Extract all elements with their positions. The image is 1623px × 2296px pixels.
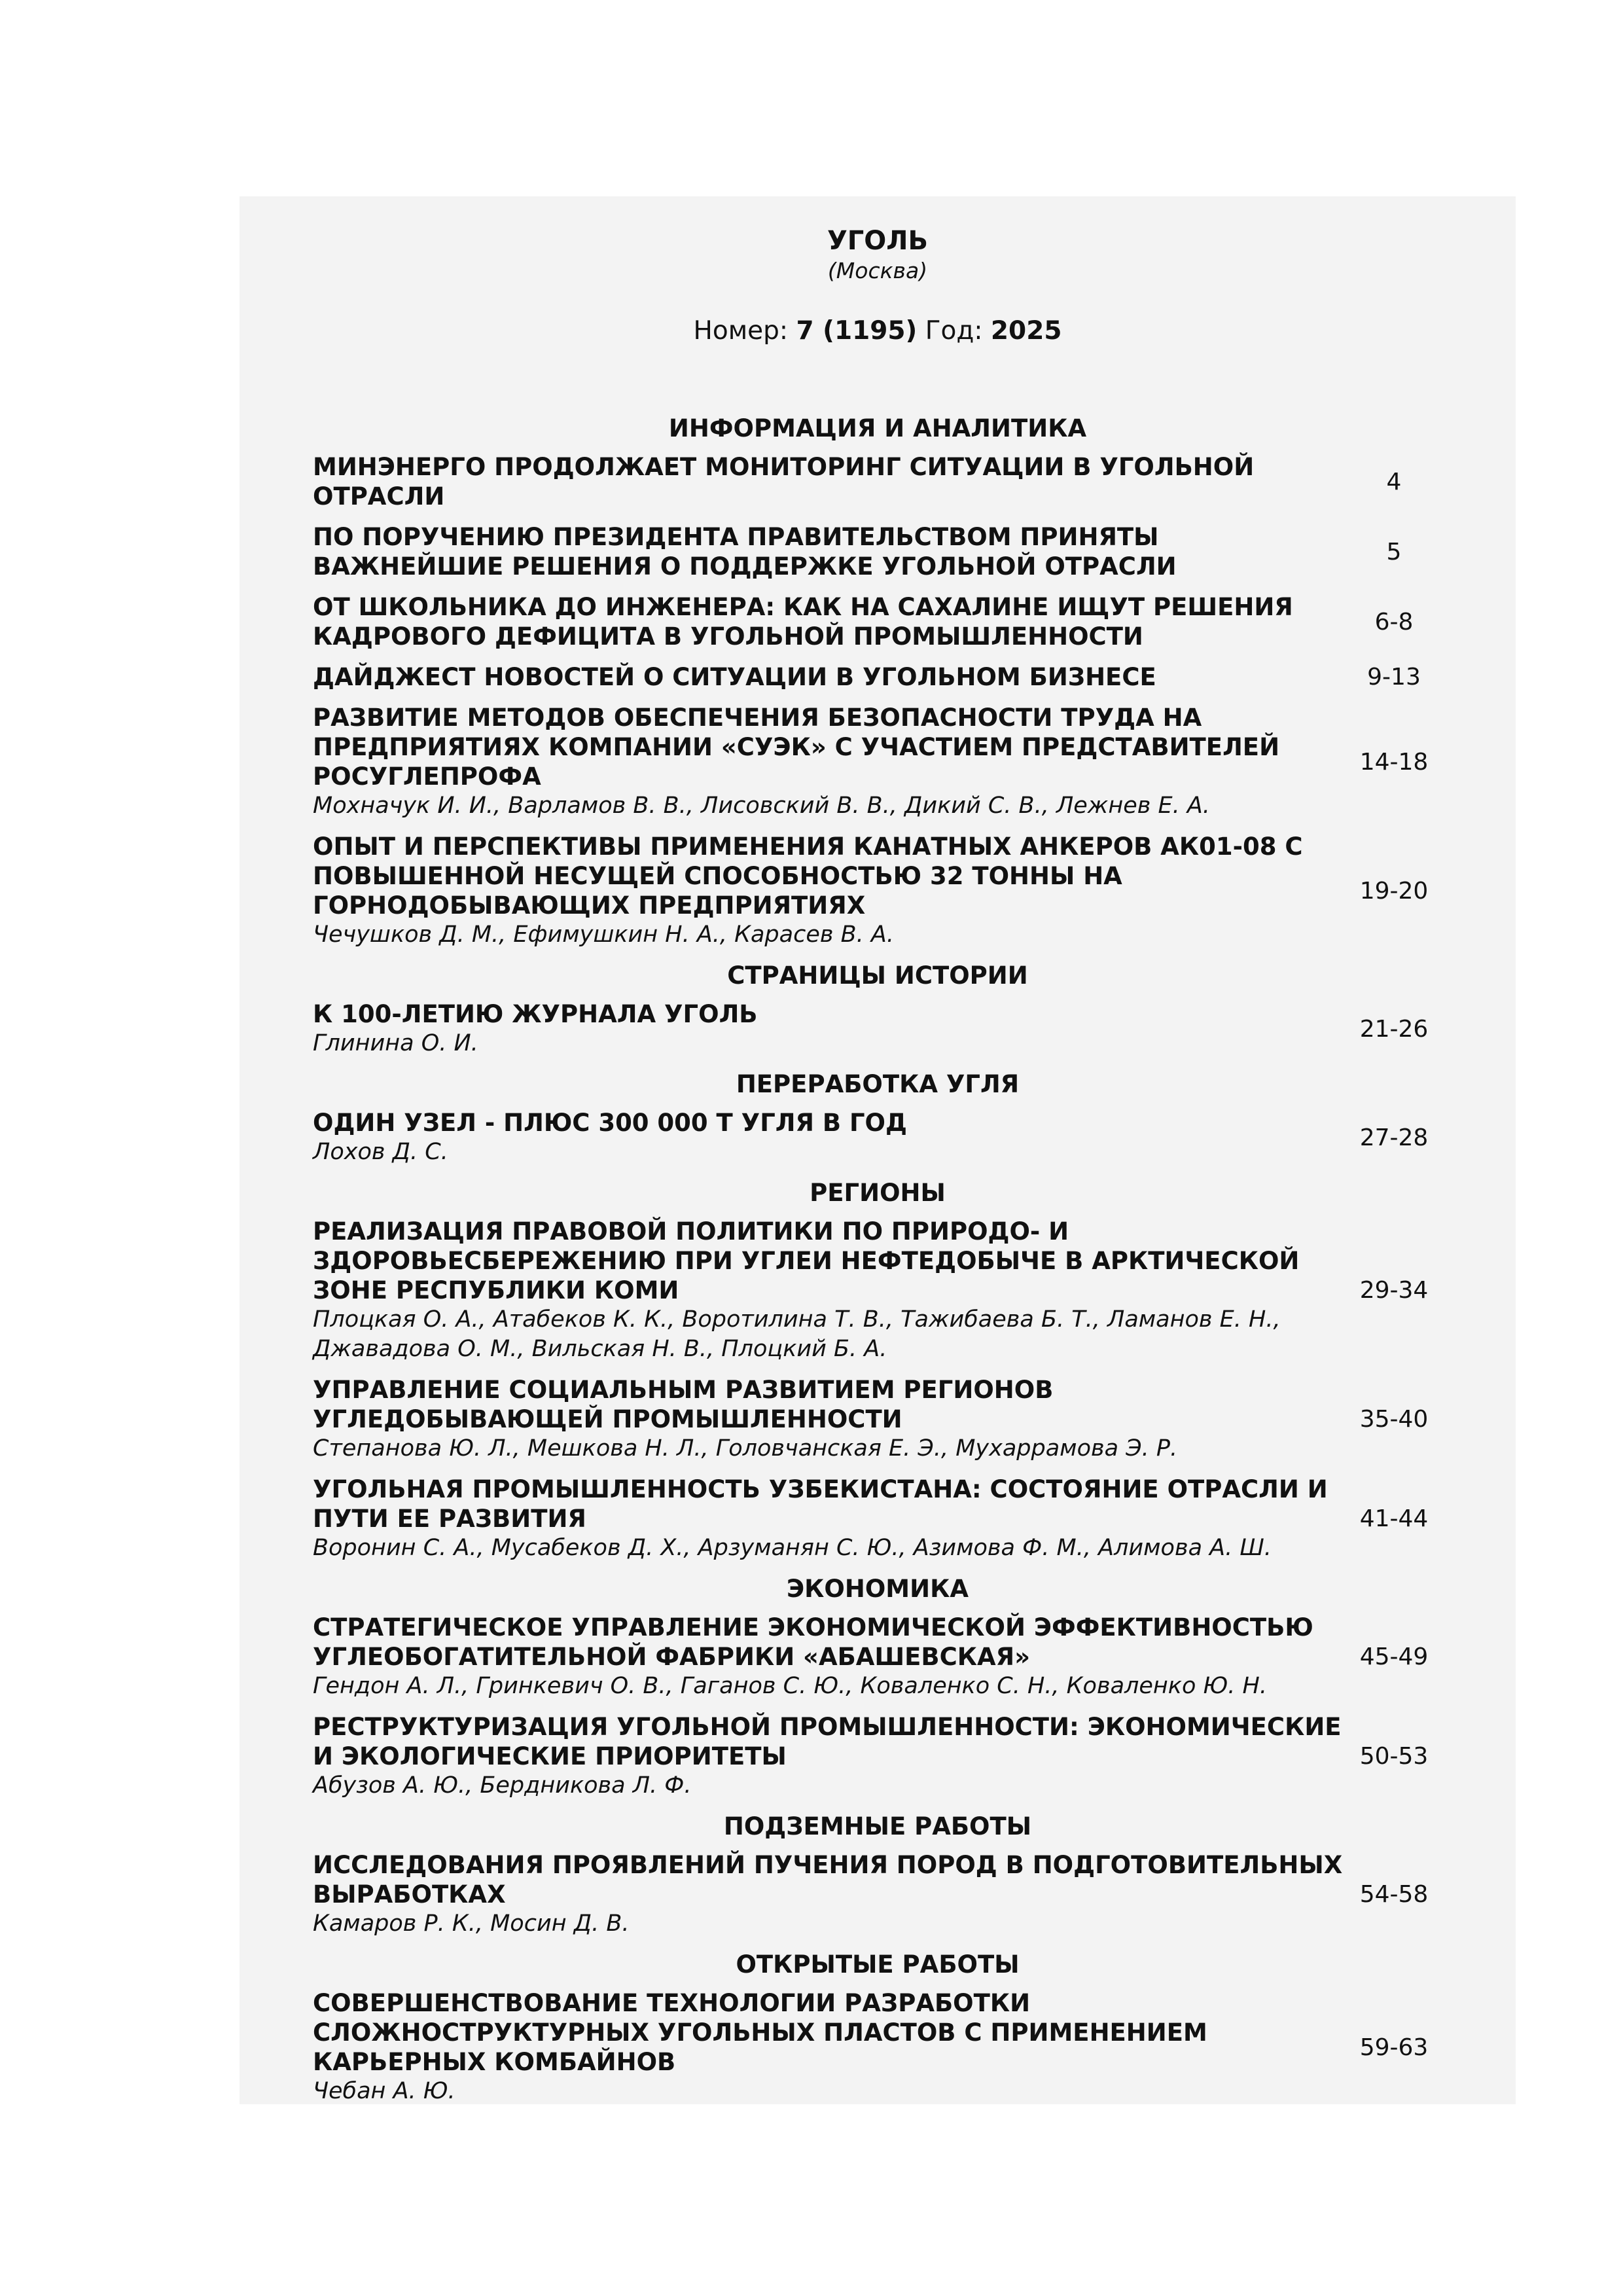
entry-text [266,832,1346,950]
article-authors: Абузов А. Ю., Бердникова Л. Ф. [313,1772,692,1799]
entry-text [266,452,1346,511]
article-authors: Камаров Р. К., Мосин Д. В. [313,1910,630,1937]
toc-entry[interactable] [266,592,1442,651]
article-authors: Мохначук И. И., Варламов В. В., Лисовский В. В., Дикий С. В., Лежнев Е. А. [313,793,1210,819]
article-title-link[interactable]: УПРАВЛЕНИЕ СОЦИАЛЬНЫМ РАЗВИТИЕМ РЕГИОНОВ УГЛЕДОБЫВАЮЩЕЙ ПРОМЫШЛЕННОСТИ [313,1376,1054,1433]
article-title-link[interactable]: СОВЕРШЕНСТВОВАНИЕ ТЕХНОЛОГИИ РАЗРАБОТКИ СЛОЖНОСТРУКТУРНЫХ УГОЛЬНЫХ ПЛАСТОВ С ПРИМЕНЕНИЕМ КАРЬЕРНЫХ КОМБАЙНОВ [313,1989,1207,2076]
entry-text [266,592,1346,651]
article-authors: Глинина О. И. [313,1030,478,1056]
article-authors: Плоцкая О. А., Атабеков К. К., Воротилина Т. В., Тажибаева Б. Т., Ламанов Е. Н., Джавадова О. М., Вильская Н. В., Плоцкий Б. А. [313,1306,1281,1362]
toc-entry[interactable] [266,1613,1442,1701]
article-authors: Чебан А. Ю. [313,2078,455,2104]
issue-number: 7 (1195) [796,316,918,346]
article-title-link[interactable]: РЕСТРУКТУРИЗАЦИЯ УГОЛЬНОЙ ПРОМЫШЛЕННОСТИ: ЭКОНОМИЧЕСКИЕ И ЭКОЛОГИЧЕСКИЕ ПРИОРИТЕТЫ [313,1713,1342,1770]
article-title-link[interactable]: ОДИН УЗЕЛ - ПЛЮС 300 000 Т УГЛЯ В ГОД [313,1109,907,1137]
article-title-link[interactable]: К 100-ЛЕТИЮ ЖУРНАЛА УГОЛЬ [313,1000,758,1028]
page-range: 19-20 [1359,877,1429,905]
toc-entry[interactable] [266,1988,1442,2106]
article-title-link[interactable]: РЕАЛИЗАЦИЯ ПРАВОВОЙ ПОЛИТИКИ ПО ПРИРОДО- И ЗДОРОВЬЕСБЕРЕЖЕНИЮ ПРИ УГЛЕИ НЕФТЕДОБЫЧЕ В АРКТИЧЕСКОЙ ЗОНЕ РЕСПУБЛИКИ КОМИ [313,1217,1300,1304]
page-range: 9-13 [1367,664,1421,691]
article-title-link[interactable]: ПО ПОРУЧЕНИЮ ПРЕЗИДЕНТА ПРАВИТЕЛЬСТВОМ ПРИНЯТЫ ВАЖНЕЙШИЕ РЕШЕНИЯ О ПОДДЕРЖКЕ УГОЛЬНОЙ ОТРАСЛИ [313,523,1177,581]
entry-text [266,1375,1346,1463]
article-authors: Чечушков Д. М., Ефимушкин Н. А., Карасев В. А. [313,922,894,948]
toc-section [266,1069,1442,1167]
journal-city: (Москва) [827,258,928,283]
page-range: 21-26 [1359,1015,1429,1043]
toc-entry[interactable] [266,1712,1442,1801]
toc-section [266,414,1442,950]
toc-section [266,1812,1442,1939]
page-range: 50-53 [1359,1743,1429,1770]
toc-entry[interactable] [266,703,1442,821]
article-title-link[interactable]: УГОЛЬНАЯ ПРОМЫШЛЕННОСТЬ УЗБЕКИСТАНА: СОСТОЯНИЕ ОТРАСЛИ И ПУТИ ЕЕ РАЗВИТИЯ [313,1475,1328,1533]
page-range: 27-28 [1359,1124,1429,1151]
entry-text [266,1217,1346,1364]
entry-text [266,1475,1346,1563]
toc-section [266,1574,1442,1801]
page-range: 54-58 [1359,1881,1429,1908]
contents-panel [240,196,1516,2104]
page-range: 41-44 [1359,1505,1429,1532]
toc-entry[interactable] [266,1475,1442,1563]
article-title-link[interactable]: ОПЫТ И ПЕРСПЕКТИВЫ ПРИМЕНЕНИЯ КАНАТНЫХ АНКЕРОВ АК01-08 С ПОВЫШЕННОЙ НЕСУЩЕЙ СПОСОБНОСТЬЮ 32 ТОННЫ НА ГОРНОДОБЫВАЮЩИХ ПРЕДПРИЯТИЯХ [313,833,1303,920]
section-heading: ИНФОРМАЦИЯ И АНАЛИТИКА [668,414,1087,442]
article-title-link[interactable]: ИССЛЕДОВАНИЯ ПРОЯВЛЕНИЙ ПУЧЕНИЯ ПОРОД В ПОДГОТОВИТЕЛЬНЫХ ВЫРАБОТКАХ [313,1851,1343,1909]
article-authors: Степанова Ю. Л., Мешкова Н. Л., Головчанская Е. Э., Мухаррамова Э. Р. [313,1435,1178,1462]
section-heading: СТРАНИЦЫ ИСТОРИИ [727,961,1028,990]
journal-title: УГОЛЬ [827,226,929,256]
toc-entry[interactable] [266,1108,1442,1167]
entry-text [266,1613,1346,1701]
entry-text [266,662,1346,692]
entry-text [266,522,1346,581]
article-authors: Лохов Д. С. [313,1139,448,1165]
entry-text [266,1108,1346,1167]
toc-entry[interactable] [266,1217,1442,1364]
entry-text [266,1988,1346,2106]
toc-entry[interactable] [266,1375,1442,1463]
page-range: 29-34 [1359,1277,1429,1304]
article-authors: Воронин С. А., Мусабеков Д. Х., Арзуманян С. Ю., Азимова Ф. М., Алимова А. Ш. [313,1535,1272,1561]
section-heading: РЕГИОНЫ [810,1179,946,1207]
article-title-link[interactable]: МИНЭНЕРГО ПРОДОЛЖАЕТ МОНИТОРИНГ СИТУАЦИИ В УГОЛЬНОЙ ОТРАСЛИ [313,453,1255,511]
masthead [266,224,1442,348]
issue-year: 2025 [990,316,1062,346]
toc-section [266,961,1442,1058]
issue-year-label: Год: [925,316,983,346]
article-title-link[interactable]: ОТ ШКОЛЬНИКА ДО ИНЖЕНЕРА: КАК НА САХАЛИНЕ ИЩУТ РЕШЕНИЯ КАДРОВОГО ДЕФИЦИТА В УГОЛЬНОЙ ПРОМЫШЛЕННОСТИ [313,593,1293,651]
page-range: 59-63 [1359,2034,1429,2061]
section-heading: ОТКРЫТЫЕ РАБОТЫ [736,1950,1020,1979]
entry-text [266,1712,1346,1801]
article-title-link[interactable]: РАЗВИТИЕ МЕТОДОВ ОБЕСПЕЧЕНИЯ БЕЗОПАСНОСТИ ТРУДА НА ПРЕДПРИЯТИЯХ КОМПАНИИ «СУЭК» С УЧАСТИЕМ ПРЕДСТАВИТЕЛЕЙ РОСУГЛЕПРОФА [313,704,1280,791]
page-range: 45-49 [1359,1643,1429,1670]
issue-number-label: Номер: [693,316,789,346]
toc-entry[interactable] [266,662,1442,692]
toc-entry[interactable] [266,832,1442,950]
toc-entry[interactable] [266,1850,1442,1939]
article-title-link[interactable]: ДАЙДЖЕСТ НОВОСТЕЙ О СИТУАЦИИ В УГОЛЬНОМ БИЗНЕСЕ [313,663,1156,691]
toc-entry[interactable] [266,452,1442,511]
toc-section [266,1950,1442,2106]
issue-info [313,314,1442,348]
page-range: 4 [1386,468,1402,495]
page-range: 6-8 [1374,608,1414,636]
table-of-contents [266,414,1442,2106]
entry-text [266,999,1346,1058]
section-heading: ПОДЗЕМНЫЕ РАБОТЫ [723,1812,1032,1840]
toc-entry[interactable] [266,522,1442,581]
page-range: 14-18 [1359,748,1429,776]
article-authors: Гендон А. Л., Гринкевич О. В., Гаганов С. Ю., Коваленко С. Н., Коваленко Ю. Н. [313,1673,1267,1699]
entry-text [266,1850,1346,1939]
entry-text [266,703,1346,821]
section-heading: ЭКОНОМИКА [787,1575,969,1603]
toc-entry[interactable] [266,999,1442,1058]
toc-section [266,1178,1442,1563]
page-range: 5 [1386,538,1402,565]
section-heading: ПЕРЕРАБОТКА УГЛЯ [736,1070,1020,1098]
page-range: 35-40 [1359,1406,1429,1433]
article-title-link[interactable]: СТРАТЕГИЧЕСКОЕ УПРАВЛЕНИЕ ЭКОНОМИЧЕСКОЙ ЭФФЕКТИВНОСТЬЮ УГЛЕОБОГАТИТЕЛЬНОЙ ФАБРИКИ «АБАШЕВСКАЯ» [313,1613,1313,1671]
